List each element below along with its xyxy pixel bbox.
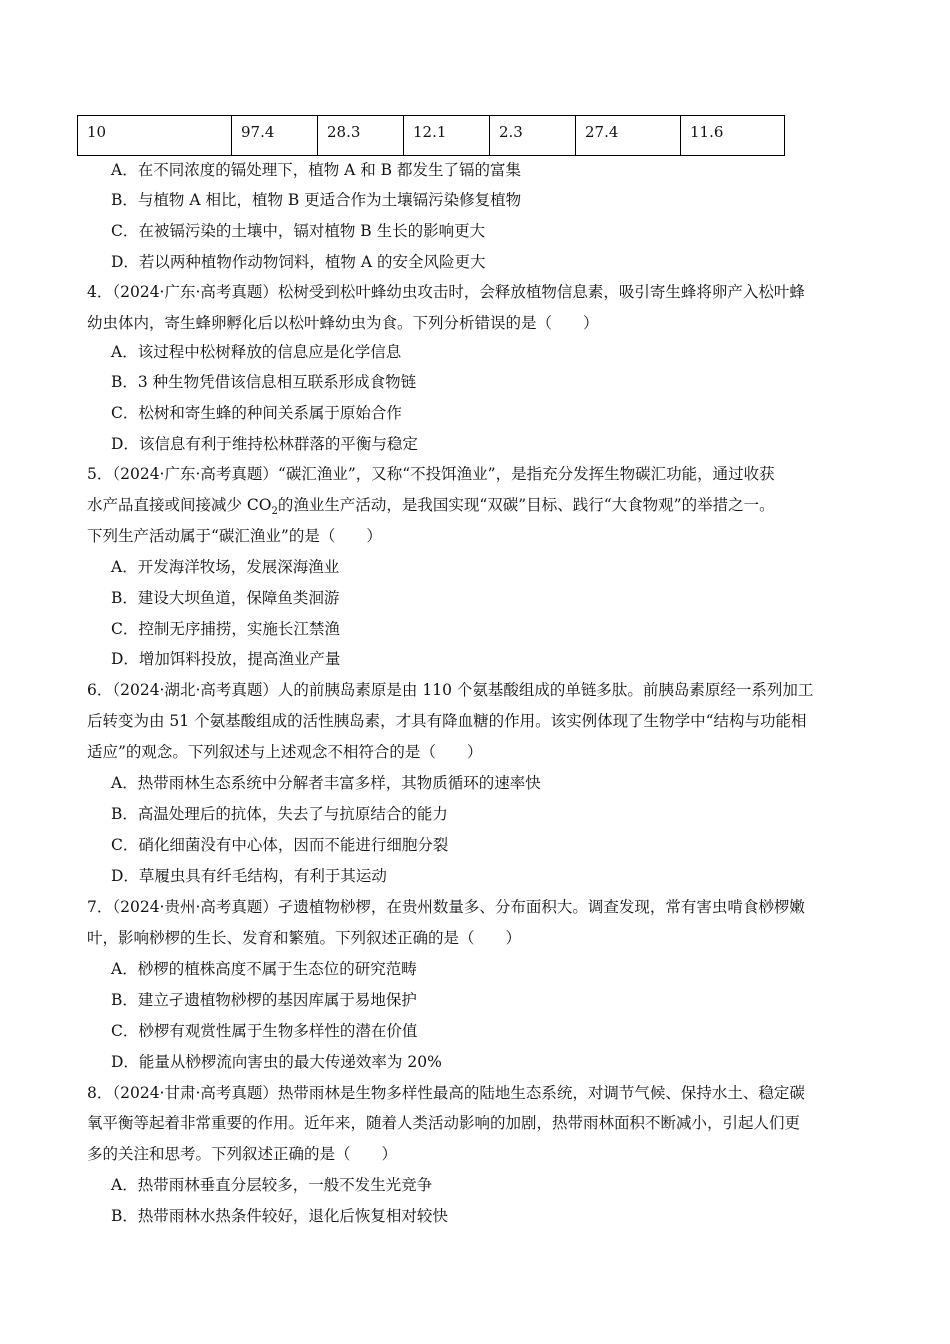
question-text: 4．（2024·广东·高考真题）松树受到松叶蜂幼虫攻击时，会释放植物信息素，吸引寄生蜂将卵产入松叶蜂: [87, 283, 805, 301]
question-text: 叶，影响桫椤的生长、发育和繁殖。下列叙述正确的是（ ）: [87, 929, 522, 947]
table-cell: 11.6: [681, 116, 785, 156]
question-text: [87, 495, 775, 518]
question-text: 适应”的观念。下列叙述与上述观念不相符合的是（ ）: [87, 743, 483, 761]
option-line: A．热带雨林垂直分层较多，一般不发生光竞争: [111, 1176, 433, 1194]
option-line: A．桫椤的植株高度不属于生态位的研究范畴: [111, 960, 417, 978]
option-line: C．控制无序捕捞，实施长江禁渔: [111, 620, 340, 638]
option-line: B．建立孑遗植物桫椤的基因库属于易地保护: [111, 991, 417, 1009]
option-line: D．该信息有利于维持松林群落的平衡与稳定: [111, 435, 418, 453]
text-run: 的渔业生产活动，是我国实现“双碳”目标、践行“大食物观”的举措之一。: [277, 496, 775, 514]
option-line: D．草履虫具有纤毛结构，有利于其运动: [111, 867, 387, 885]
option-line: D．增加饵料投放，提高渔业产量: [111, 650, 341, 668]
subscript: 2: [271, 506, 278, 518]
option-line: C．松树和寄生蜂的种间关系属于原始合作: [111, 404, 402, 422]
question-text: 幼虫体内，寄生蜂卵孵化后以松叶蜂幼虫为食。下列分析错误的是（ ）: [87, 314, 599, 332]
question-text: 7．（2024·贵州·高考真题）孑遗植物桫椤，在贵州数量多、分布面积大。调查发现，常有害虫啃食桫椤嫩: [87, 898, 805, 916]
table-row: [78, 116, 785, 156]
option-line: B．高温处理后的抗体，失去了与抗原结合的能力: [111, 805, 448, 823]
option-line: A．在不同浓度的镉处理下，植物 A 和 B 都发生了镉的富集: [111, 161, 521, 179]
option-line: B．3 种生物凭借该信息相互联系形成食物链: [111, 373, 417, 391]
question-text: 后转变为由 51 个氨基酸组成的活性胰岛素，才具有降血糖的作用。该实例体现了生物学中“结构与功能相: [87, 712, 807, 730]
question-text: 5．（2024·广东·高考真题）“碳汇渔业”，又称“不投饵渔业”，是指充分发挥生物碳汇功能，通过收获: [87, 465, 775, 483]
question-text: 氧平衡等起着非常重要的作用。近年来，随着人类活动影响的加剧，热带雨林面积不断减小，引起人们更: [87, 1114, 801, 1132]
question-text: 8．（2024·甘肃·高考真题）热带雨林是生物多样性最高的陆地生态系统，对调节气候、保持水土、稳定碳: [87, 1084, 805, 1102]
text-run: 水产品直接或间接减少 CO: [87, 496, 272, 514]
data-table: [77, 115, 785, 156]
question-text: 下列生产活动属于“碳汇渔业”的是（ ）: [87, 527, 382, 545]
option-line: D．若以两种植物作动物饲料，植物 A 的安全风险更大: [111, 253, 486, 271]
table-cell: 2.3: [490, 116, 576, 156]
option-line: C．在被镉污染的土壤中，镉对植物 B 生长的影响更大: [111, 222, 486, 240]
option-line: A．该过程中松树释放的信息应是化学信息: [111, 343, 402, 361]
question-text: 6．（2024·湖北·高考真题）人的前胰岛素原是由 110 个氨基酸组成的单链多肽。前胰岛素原经一系列加工: [87, 681, 814, 699]
option-line: A．开发海洋牧场，发展深海渔业: [111, 558, 340, 576]
table-cell: 28.3: [318, 116, 404, 156]
option-line: D．能量从桫椤流向害虫的最大传递效率为 20%: [111, 1053, 442, 1071]
table-cell: 10: [78, 116, 232, 156]
question-text: 多的关注和思考。下列叙述正确的是（ ）: [87, 1145, 398, 1163]
option-line: B．热带雨林水热条件较好，退化后恢复相对较快: [111, 1207, 448, 1225]
option-line: B．与植物 A 相比，植物 B 更适合作为土壤镉污染修复植物: [111, 191, 522, 209]
table-cell: 27.4: [576, 116, 681, 156]
option-line: B．建设大坝鱼道，保障鱼类洄游: [111, 589, 340, 607]
option-line: C．硝化细菌没有中心体，因而不能进行细胞分裂: [111, 836, 449, 854]
table-cell: 12.1: [404, 116, 490, 156]
option-line: A．热带雨林生态系统中分解者丰富多样，其物质循环的速率快: [111, 774, 541, 792]
option-line: C．桫椤有观赏性属于生物多样性的潜在价值: [111, 1022, 418, 1040]
table-cell: 97.4: [232, 116, 318, 156]
